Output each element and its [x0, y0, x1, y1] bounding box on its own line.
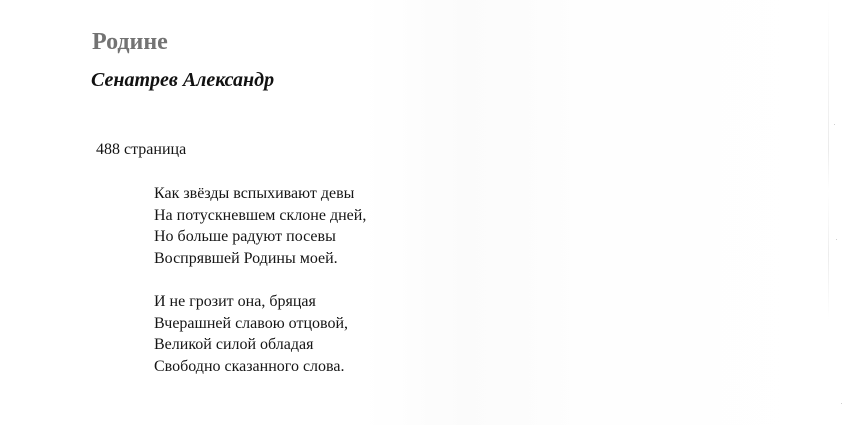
poem-stanza-1 [154, 183, 366, 269]
poem-line: И не грозит она, бряцая [154, 292, 316, 310]
poem-line: Воспрявшей Родины моей. [154, 249, 338, 267]
author-name: Сенатрев Александр [91, 69, 275, 91]
poem-line: Великой силой обладая [154, 336, 314, 354]
poem-line: Вчерашней славою отцовой, [154, 314, 349, 332]
poem-line: Свободно сказанного слова. [154, 357, 345, 375]
scan-speck [841, 403, 842, 404]
document-title: Родине [92, 29, 168, 55]
poem-line: На потускневшем склоне дней, [154, 206, 367, 224]
scan-speck [836, 239, 837, 240]
poem-stanza-2 [154, 291, 366, 377]
poem [154, 183, 366, 399]
scan-edge-shadow [828, 0, 829, 425]
scan-speck [834, 124, 835, 125]
poem-line: Как звёзды вспыхивают девы [154, 185, 355, 202]
poem-line: Но больше радуют посевы [154, 228, 336, 246]
page-number: 488 страница [96, 141, 187, 158]
